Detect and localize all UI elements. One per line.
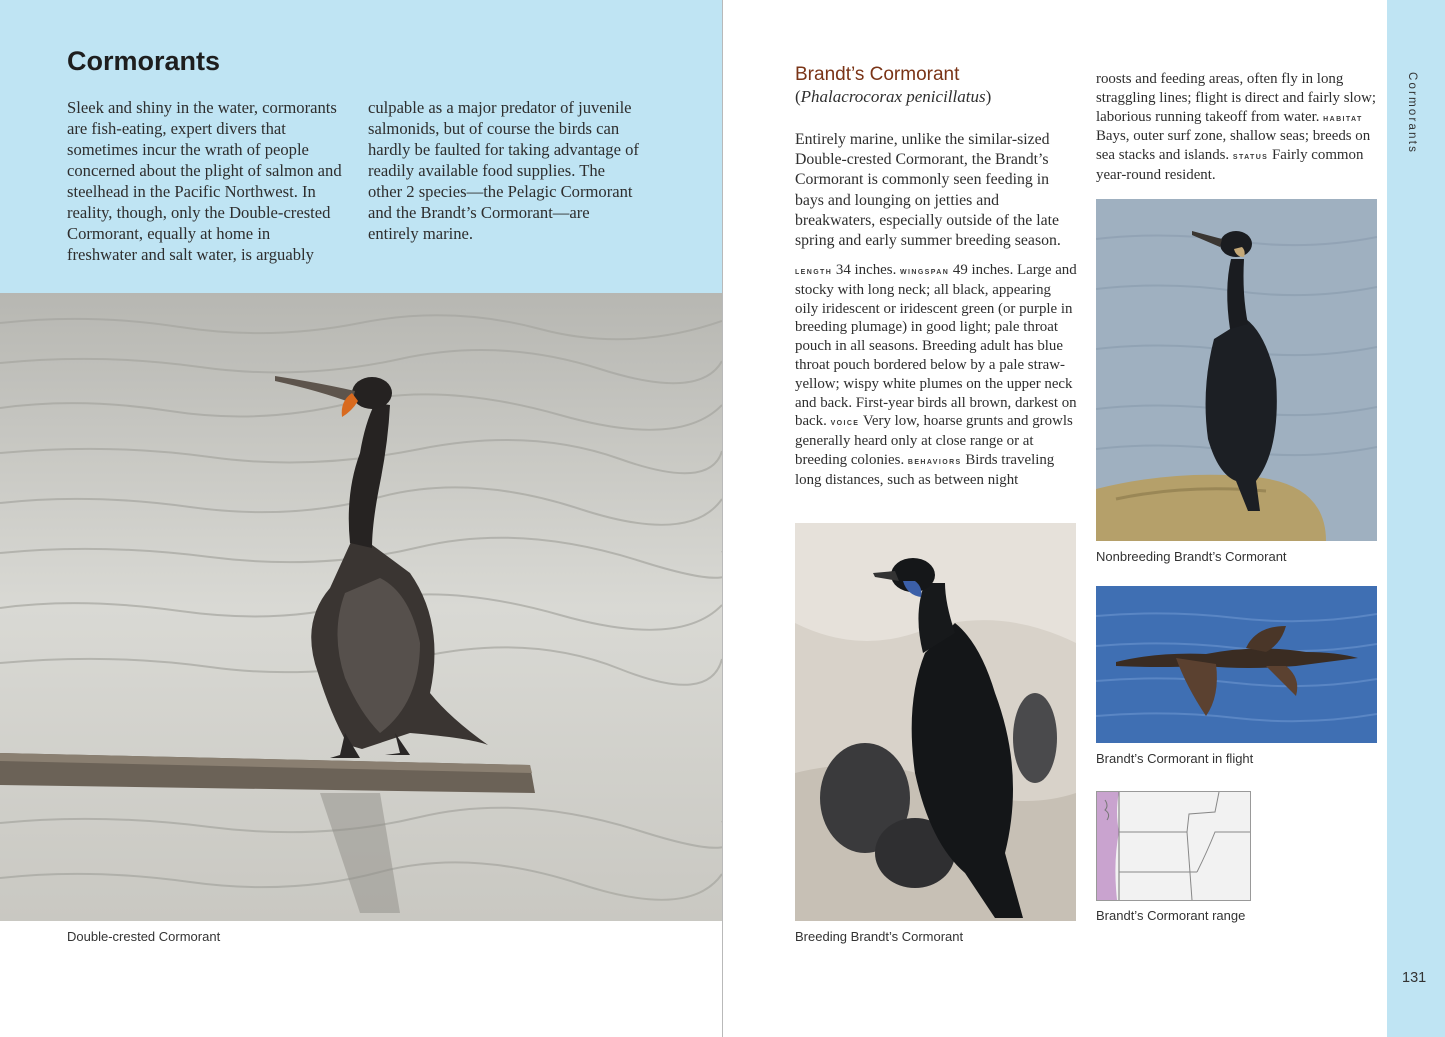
behaviors-continued: roosts and feeding areas, often fly in long straggling lines; flight is direct and fairly slow; laborious running takeoff from water. — [1096, 71, 1376, 125]
flight-cormorant-photo — [1096, 586, 1377, 743]
page-number: 131 — [1402, 970, 1427, 986]
status-value: Fairly common year-round resident. — [1096, 147, 1364, 183]
behaviors-label: behaviors — [907, 454, 962, 467]
breeding-photo-caption: Breeding Brandt’s Cormorant — [795, 929, 964, 944]
range-map-caption: Brandt’s Cormorant range — [1096, 908, 1246, 923]
species-name: Brandt’s Cormorant — [795, 64, 960, 85]
double-crested-cormorant-photo — [0, 293, 722, 921]
voice-label: voice — [830, 416, 860, 429]
species-lead-paragraph: Entirely marine, unlike the similar-sized Double-crested Cormorant, the Brandt’s Cormorant is commonly seen feeding in bays and lounging on jetties and breakwaters, especially outside of the late spring and early summer breeding season. — [795, 131, 1061, 250]
scientific-name: (Phalacrocorax penicillatus) — [795, 87, 992, 106]
range-map — [1096, 791, 1251, 901]
length-label: length — [795, 265, 833, 277]
nonbreeding-photo-caption: Nonbreeding Brandt’s Cormorant — [1096, 549, 1287, 564]
length-value: 34 inches. — [832, 262, 901, 278]
habitat-label: habitat — [1323, 111, 1363, 124]
chapter-sidebar — [1387, 0, 1445, 1037]
species-details — [795, 261, 1077, 490]
voice-value: Very low, hoarse grunts and growls generally heard only at close range or at breeding colonies. — [795, 413, 1073, 468]
intro-paragraph-col-2: culpable as a major predator of juvenile salmonids, but of course the birds can hardly be faulted for taking advantage of readily available food supplies. The other 2 species—the Pelagic Cormorant and the Brandt’s Cormorant—are entirely marine. — [368, 98, 639, 243]
habitat-value: Bays, outer surf zone, shallow seas; breeds on sea stacks and islands. — [1096, 128, 1371, 164]
status-label: status — [1232, 150, 1269, 163]
species-details-col-2 — [1096, 70, 1378, 185]
breeding-cormorant-photo — [795, 523, 1076, 921]
scientific-name-text: Phalacrocorax penicillatus — [800, 87, 986, 106]
chapter-tab-label: Cormorants — [1406, 72, 1418, 155]
nonbreeding-cormorant-photo — [1096, 199, 1377, 541]
flight-photo-caption: Brandt’s Cormorant in flight — [1096, 751, 1254, 766]
section-title: Cormorants — [67, 46, 221, 76]
wingspan-value: 49 inches. Large and stocky with long neck; all black, appearing oily iridescent or iridescent green (or purple in breeding plumage) in good light; pale throat pouch in all seasons. Breeding adult has blue throat pouch bordered below by a pale straw-yellow; wispy white plumes on the upper neck and back. First-year birds all brown, darkest on back. — [795, 262, 1077, 430]
intro-panel — [0, 0, 722, 293]
wingspan-label: wingspan — [900, 265, 950, 277]
left-page — [0, 0, 722, 1037]
main-photo-caption: Double-crested Cormorant — [67, 929, 221, 944]
intro-paragraph-col-1: Sleek and shiny in the water, cormorants are fish-eating, expert divers that sometimes incur the wrath of people concerned about the plight of salmon and steelhead in the Pacific Northwest. In reality, though, only the Double-crested Cormorant, equally at home in freshwater and salt water, is arguably — [67, 98, 342, 264]
behaviors-value: Birds traveling long distances, such as between night — [795, 451, 1055, 488]
page-gutter — [722, 0, 723, 1037]
